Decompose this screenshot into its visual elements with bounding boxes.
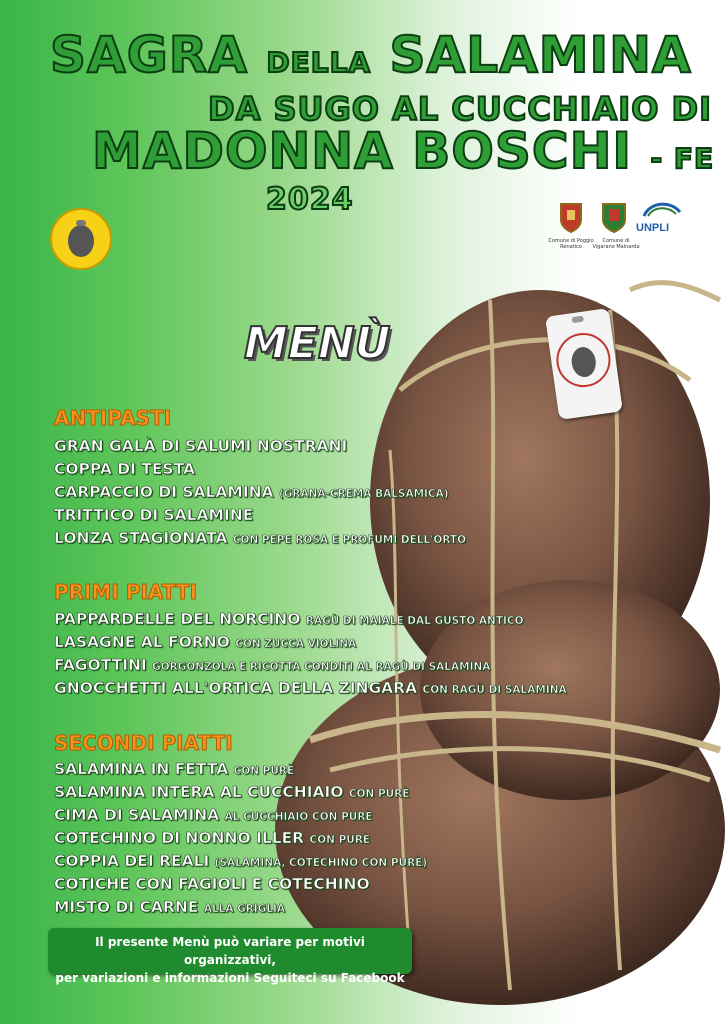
menu-item-name: COPPA DI TESTA: [54, 460, 195, 478]
menu-item: [54, 610, 524, 628]
menu-item-name: LONZA STAGIONATA: [54, 529, 228, 547]
menu-item: [54, 437, 347, 455]
menu-item-detail: CON PURÈ: [348, 788, 410, 800]
menu-item-name: MISTO DI CARNE: [54, 898, 199, 916]
menu-item: [54, 852, 427, 870]
note-line-2: per variazioni e informazioni Seguiteci su Facebook: [55, 971, 405, 985]
menu-item: [54, 875, 370, 893]
menu-item-name: FAGOTTINI: [54, 656, 147, 674]
menu-item: [54, 656, 490, 674]
comune-coat-of-arms-2-icon: [600, 200, 628, 234]
menu-item: [54, 529, 466, 547]
comune-coat-of-arms-1-icon: [558, 200, 584, 234]
menu-item: [54, 460, 195, 478]
menu-item-name: PAPPARDELLE DEL NORCINO: [54, 610, 301, 628]
comune-label-2: Comune di Vigarano Mainarda: [592, 238, 640, 250]
title-line-1: [50, 26, 692, 84]
section-title-antipasti: ANTIPASTI: [54, 406, 172, 430]
menu-item: [54, 760, 294, 778]
menu-item-name: SALAMINA IN FETTA: [54, 760, 229, 778]
section-title-primi-piatti: PRIMI PIATTI: [54, 580, 198, 604]
menu-item-name: GRAN GALÀ DI SALUMI NOSTRANI: [54, 437, 348, 455]
title-sagra: SAGRA: [50, 26, 248, 84]
title-line-2: DA SUGO AL CUCCHIAIO DI: [208, 90, 713, 128]
menu-item-detail: CON PEPE ROSA E PROFUMI DELL'ORTO: [232, 534, 467, 546]
menu-item-name: TRITTICO DI SALAMINE: [54, 506, 254, 524]
menu-item-name: CARPACCIO DI SALAMINA: [54, 483, 274, 501]
title-line-3: [92, 122, 714, 180]
menu-item-name: COPPIA DEI REALI: [54, 852, 210, 870]
unpli-label: UNPLI: [636, 222, 669, 234]
menu-item: [54, 679, 567, 697]
menu-item-name: GNOCCHETTI ALL'ORTICA DELLA ZINGARA: [54, 679, 418, 697]
title-della: DELLA: [266, 46, 372, 79]
menu-item-detail: CON RAGÙ DI SALAMINA: [422, 684, 567, 696]
menu-title: MENÙ: [244, 318, 391, 369]
menu-item-name: LASAGNE AL FORNO: [54, 633, 230, 651]
comune-label-1: Comune di Poggio Renatico: [548, 238, 594, 250]
menu-item: [54, 483, 449, 501]
menu-item-detail: AL CUCCHIAIO CON PURÈ: [224, 811, 373, 823]
menu-item-detail: CON ZUCCA VIOLINA: [235, 638, 357, 650]
menu-disclaimer-note: [48, 928, 412, 985]
menu-item-name: SALAMINA INTERA AL CUCCHIAIO: [54, 783, 344, 801]
menu-item-detail: (SALAMINA, COTECHINO CON PURÈ): [214, 857, 428, 869]
section-title-secondi-piatti: SECONDI PIATTI: [54, 731, 233, 755]
menu-item-name: COTICHE CON FAGIOLI E COTECHINO: [54, 875, 370, 893]
title-madonna-boschi: MADONNA BOSCHI: [92, 122, 633, 180]
title-salamina: SALAMINA: [389, 26, 692, 84]
menu-item: [54, 633, 356, 651]
menu-item-detail: (GRANA-CREMA BALSAMICA): [278, 488, 449, 500]
pro-loco-emblem-icon: [52, 210, 110, 268]
title-year: 2024: [266, 182, 354, 217]
menu-item: [54, 783, 409, 801]
menu-item-detail: ALLA GRIGLIA: [203, 903, 286, 915]
menu-item: [54, 898, 285, 916]
menu-item-detail: GORGONZOLA E RICOTTA CONDITI AL RAGÙ DI SALAMINA: [152, 661, 491, 673]
menu-item-detail: CON PURÈ: [233, 765, 295, 777]
unpli-italy-icon: [640, 198, 684, 220]
menu-item-detail: RAGÙ DI MAIALE DAL GUSTO ANTICO: [305, 615, 524, 627]
note-line-1: Il presente Menù può variare per motivi organizzativi,: [95, 935, 365, 967]
menu-item: [54, 506, 253, 524]
menu-item: [54, 829, 370, 847]
menu-item: [54, 806, 373, 824]
pro-loco-logo: [50, 208, 112, 270]
menu-item-detail: CON PURÈ: [309, 834, 371, 846]
menu-item-name: CIMA DI SALAMINA: [54, 806, 220, 824]
title-fe: - FE: [650, 142, 715, 175]
menu-item-name: COTECHINO DI NONNO ILLER: [54, 829, 305, 847]
